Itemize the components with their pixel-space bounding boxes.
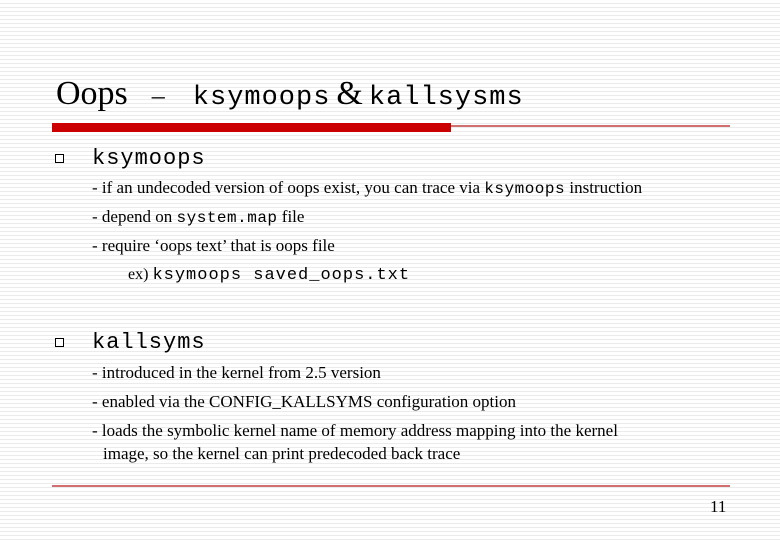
title-accent-bar [52, 123, 451, 132]
square-bullet-icon [55, 154, 64, 163]
section-heading-ksymoops: ksymoops [92, 146, 206, 171]
title-word: Oops [56, 75, 128, 112]
slide-title [56, 74, 524, 118]
kallsyms-line-4: image, so the kernel can print predecoded back trace [103, 444, 461, 463]
kallsyms-line-3: - loads the symbolic kernel name of memory address mapping into the kernel [92, 421, 618, 440]
ksymoops-line-2: - depend on system.map file [92, 207, 305, 227]
title-dash: – [151, 81, 165, 110]
title-tool-kallsysms: kallsysms [368, 83, 524, 113]
footer-rule [52, 485, 730, 487]
square-bullet-icon [55, 338, 64, 347]
title-underline [451, 125, 730, 127]
section-heading-kallsyms: kallsyms [92, 330, 206, 355]
kallsyms-line-2: - enabled via the CONFIG_KALLSYMS configuration option [92, 392, 516, 411]
title-tool-ksymoops: ksymoops [192, 83, 331, 113]
title-ampersand: & [336, 75, 363, 112]
kallsyms-line-1: - introduced in the kernel from 2.5 version [92, 363, 381, 382]
ksymoops-example: ex) ksymoops saved_oops.txt [128, 266, 411, 285]
ksymoops-line-3: - require ‘oops text’ that is oops file [92, 236, 335, 255]
page-number: 11 [710, 497, 727, 516]
ksymoops-line-1: - if an undecoded version of oops exist, you can trace via ksymoops instruction [92, 178, 643, 198]
